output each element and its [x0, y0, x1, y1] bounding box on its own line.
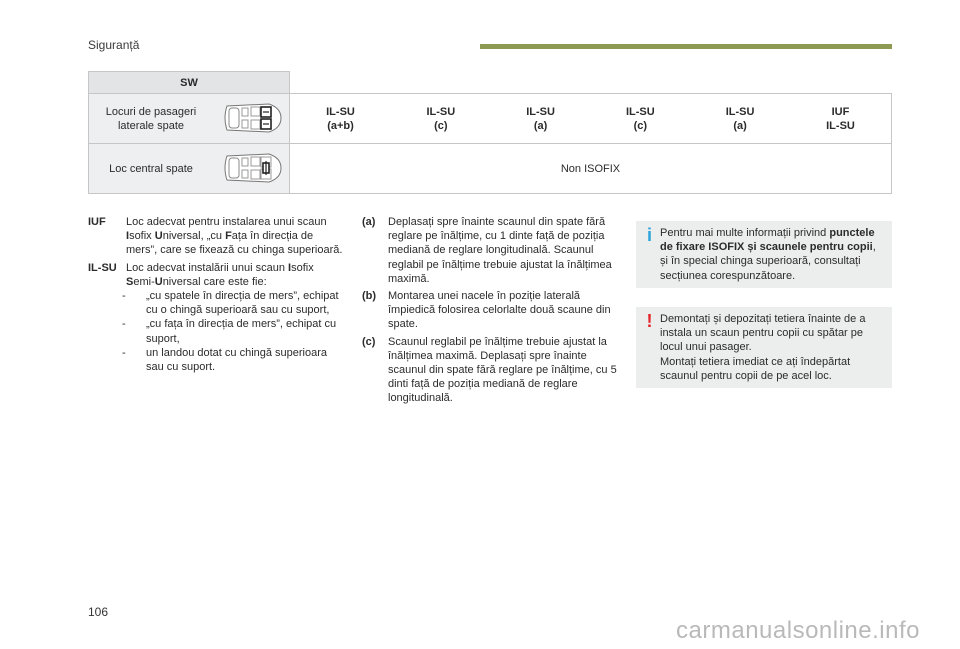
- definition-ilsu: [88, 261, 344, 375]
- header-accent-bar: [480, 44, 892, 49]
- warning-icon: !: [646, 311, 653, 331]
- list-item: - „cu spatele în direcția de mers”, echipat cu o chingă superioară sau cu suport,: [122, 290, 339, 317]
- note-a: (a) Deplasați spre înainte scaunul din spate fără reglare pe înălțime, cu 1 dinte față de poziția mediană de reglare longitudinală. Scaunul reglabil pe înălțime trebuie ajustat la înălțimea maximă.: [362, 216, 612, 285]
- note-b: (b) Montarea unei nacele în poziție laterală împiedică folosirea celorlalte două scaune din spate.: [362, 290, 611, 331]
- definition-text: Loc adecvat pentru instalarea unui scaun Isofix Universal, „cu Fața în direcția de mers”, care se fixează cu chinga superioară.: [126, 216, 343, 257]
- definitions-column: [88, 215, 344, 377]
- isofix-value-central: Non ISOFIX: [290, 144, 892, 194]
- definition-iuf: [88, 215, 344, 258]
- note-c: (c) Scaunul reglabil pe înălțime trebuie ajustat la înălțimea maximă. Deplasați spre înainte scaunul din spate fără reglare pe înălțime, cu 5 dinti față de poziția mediană de reglare longitudinală.: [362, 335, 617, 405]
- info-icon: i: [646, 225, 652, 245]
- car-rear-side-seats-icon: [221, 98, 283, 141]
- isofix-value: IL-SU (c): [391, 94, 491, 144]
- isofix-value: IUF IL-SU: [790, 94, 892, 144]
- row-label-cell: [89, 94, 290, 144]
- list-item: - „cu fața în direcția de mers”, echipat cu suport,: [122, 318, 337, 345]
- isofix-table: [88, 71, 892, 194]
- sw-header: SW: [89, 72, 290, 94]
- page-header-title: Siguranță: [88, 38, 140, 52]
- row-label: Locuri de pasageri laterale spate: [105, 105, 197, 132]
- car-rear-center-seat-icon: [221, 148, 283, 191]
- watermark: carmanualsonline.info: [676, 617, 920, 644]
- definition-text: Loc adecvat instalării unui scaun Isofix Semi-Universal care este fie: - „cu spatele în direcția de mers”, echipat cu o chingă superioară sau cu suport, - „cu fața în direcția de mers”, echipat cu suport, - un landou dotat cu chingă superioara sau cu suport.: [126, 261, 344, 375]
- notes-column: [362, 215, 618, 409]
- table-row: [89, 144, 892, 194]
- definition-term: IL-SU: [88, 261, 117, 274]
- isofix-value: IL-SU (c): [590, 94, 690, 144]
- page-number: 106: [88, 605, 109, 619]
- info-box: i Pentru mai multe informații privind punctele de fixare ISOFIX și scaunele pentru copii, și în special chinga superioară, consultați secțiunea corespunzătoare.: [636, 221, 892, 288]
- warning-box: ! Demontați și depozitați tetiera înainte de a instala un scaun pentru copii cu spătar pe locul unui pasager. Montați tetiera imediat ce ați îndepărtat scaunul pentru copii de pe acel loc.: [636, 307, 892, 388]
- definition-term: IUF: [88, 216, 106, 228]
- row-label: Loc central spate: [109, 162, 193, 175]
- table-row: [89, 94, 892, 144]
- isofix-value: IL-SU (a+b): [290, 94, 391, 144]
- isofix-value: IL-SU (a): [491, 94, 591, 144]
- row-label-cell: [89, 144, 290, 194]
- list-item: - un landou dotat cu chingă superioara sau cu suport.: [122, 346, 328, 374]
- isofix-value: IL-SU (a): [690, 94, 790, 144]
